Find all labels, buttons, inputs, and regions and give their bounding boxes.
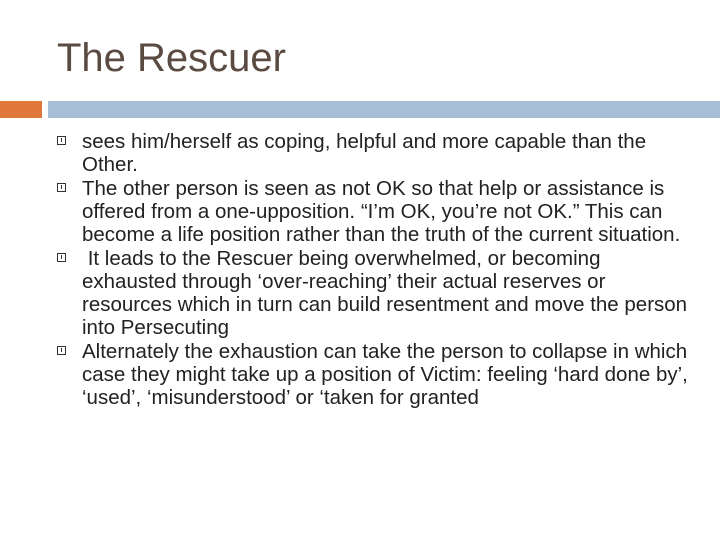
bullet-text: Alternately the exhaustion can take the person to collapse in which case they might take up a position of Victim: feeling ‘hard done by’, ‘used’, ‘misunderstood’ or ‘taken for granted: [82, 340, 688, 409]
square-bullet-icon: [57, 183, 66, 192]
bullet-text: The other person is seen as not OK so that help or assistance is offered from a one-upposition. “I’m OK, you’re not OK.” This can become a life position rather than the truth of the current situation.: [82, 177, 681, 246]
square-bullet-icon: [57, 136, 66, 145]
square-bullet-icon: [57, 253, 66, 262]
bullet-item: [57, 340, 697, 409]
bullet-item: [57, 247, 697, 339]
bullet-item: [57, 130, 697, 176]
title-divider-bar: [48, 101, 720, 118]
bullet-text: It leads to the Rescuer being overwhelmed, or becoming exhausted through ‘over-reaching’ their actual reserves or resources which in turn can build resentment and move the person into Persecuting: [82, 247, 693, 339]
accent-bar: [0, 101, 42, 118]
bullet-list: [57, 130, 697, 410]
square-bullet-icon: [57, 346, 66, 355]
bullet-text: sees him/herself as coping, helpful and more capable than the Other.: [82, 130, 647, 176]
bullet-item: [57, 177, 697, 246]
slide-title: The Rescuer: [57, 36, 286, 80]
